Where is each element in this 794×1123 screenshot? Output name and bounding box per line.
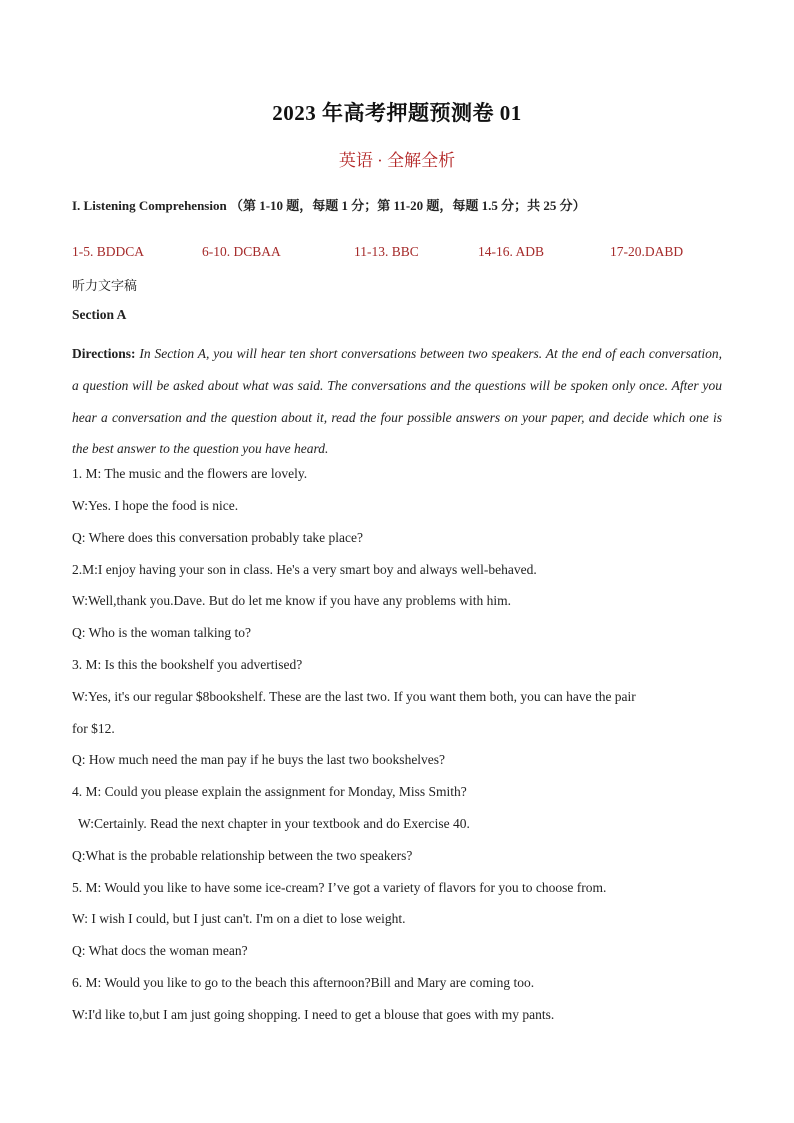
answer-group: 14-16. ADB — [478, 244, 545, 259]
transcript-line: W:I'd like to,but I am just going shopping. I need to get a blouse that goes with my pants. — [72, 1007, 555, 1022]
transcript-line: 4. M: Could you please explain the assignment for Monday, Miss Smith? — [72, 784, 467, 799]
transcript-line: 5. M: Would you like to have some ice-cream? I’ve got a variety of flavors for you to choose from. — [72, 880, 607, 895]
transcript-label: 听力文字稿 — [72, 279, 138, 294]
transcript-line: Q: Where does this conversation probably take place? — [72, 530, 364, 545]
transcript-line: 3. M: Is this the bookshelf you advertised? — [72, 657, 303, 672]
transcript-line: 2.M:I enjoy having your son in class. He's a very smart boy and always well-behaved. — [72, 562, 537, 577]
page-title: 2023 年高考押题预测卷 01 — [272, 101, 522, 125]
transcript-line: Q: What docs the woman mean? — [72, 943, 248, 958]
answer-key — [72, 244, 732, 262]
transcript-line: W:Yes. I hope the food is nice. — [72, 498, 239, 513]
transcript-line: W:Certainly. Read the next chapter in your textbook and do Exercise 40. — [78, 816, 470, 831]
transcript-line: Q:What is the probable relationship between the two speakers? — [72, 848, 413, 863]
transcript-line: W:Well,thank you.Dave. But do let me know if you have any problems with him. — [72, 593, 511, 608]
section-a-title: Section A — [72, 307, 127, 322]
transcript-line: 6. M: Would you like to go to the beach this afternoon?Bill and Mary are coming too. — [72, 975, 535, 990]
transcript-line: W:Yes, it's our regular $8bookshelf. These are the last two. If you want them both, you can have the pair — [72, 689, 636, 704]
section-heading-listening: I. Listening Comprehension （第 1-10 题，每题 1 分；第 11-20 题，每题 1.5 分；共 25 分） — [72, 198, 586, 213]
answer-group: 6-10. DCBAA — [202, 244, 281, 259]
page-subtitle: 英语 · 全解全析 — [338, 151, 456, 170]
transcript-line: Q: Who is the woman talking to? — [72, 625, 251, 640]
answer-group: 11-13. BBC — [354, 244, 419, 259]
answer-group: 1-5. BDDCA — [72, 244, 145, 259]
directions-paragraph — [72, 338, 722, 465]
directions-label: Directions: — [72, 346, 136, 361]
transcript-line: for $12. — [72, 721, 115, 736]
transcript-line: 1. M: The music and the flowers are lovely. — [72, 466, 308, 481]
directions-text: In Section A, you will hear ten short conversations between two speakers. At the end of each conversation, a question will be asked about what was said. The conversations and the questions will be spoken only once. After you hear a conversation and the question about it, read the four possible answers on your paper, and decide which one is the best answer to the question you have heard. — [72, 346, 723, 457]
transcript-line: Q: How much need the man pay if he buys the last two bookshelves? — [72, 752, 446, 767]
answer-group: 17-20.DABD — [610, 244, 684, 259]
transcript-line: W: I wish I could, but I just can't. I'm on a diet to lose weight. — [72, 911, 406, 926]
